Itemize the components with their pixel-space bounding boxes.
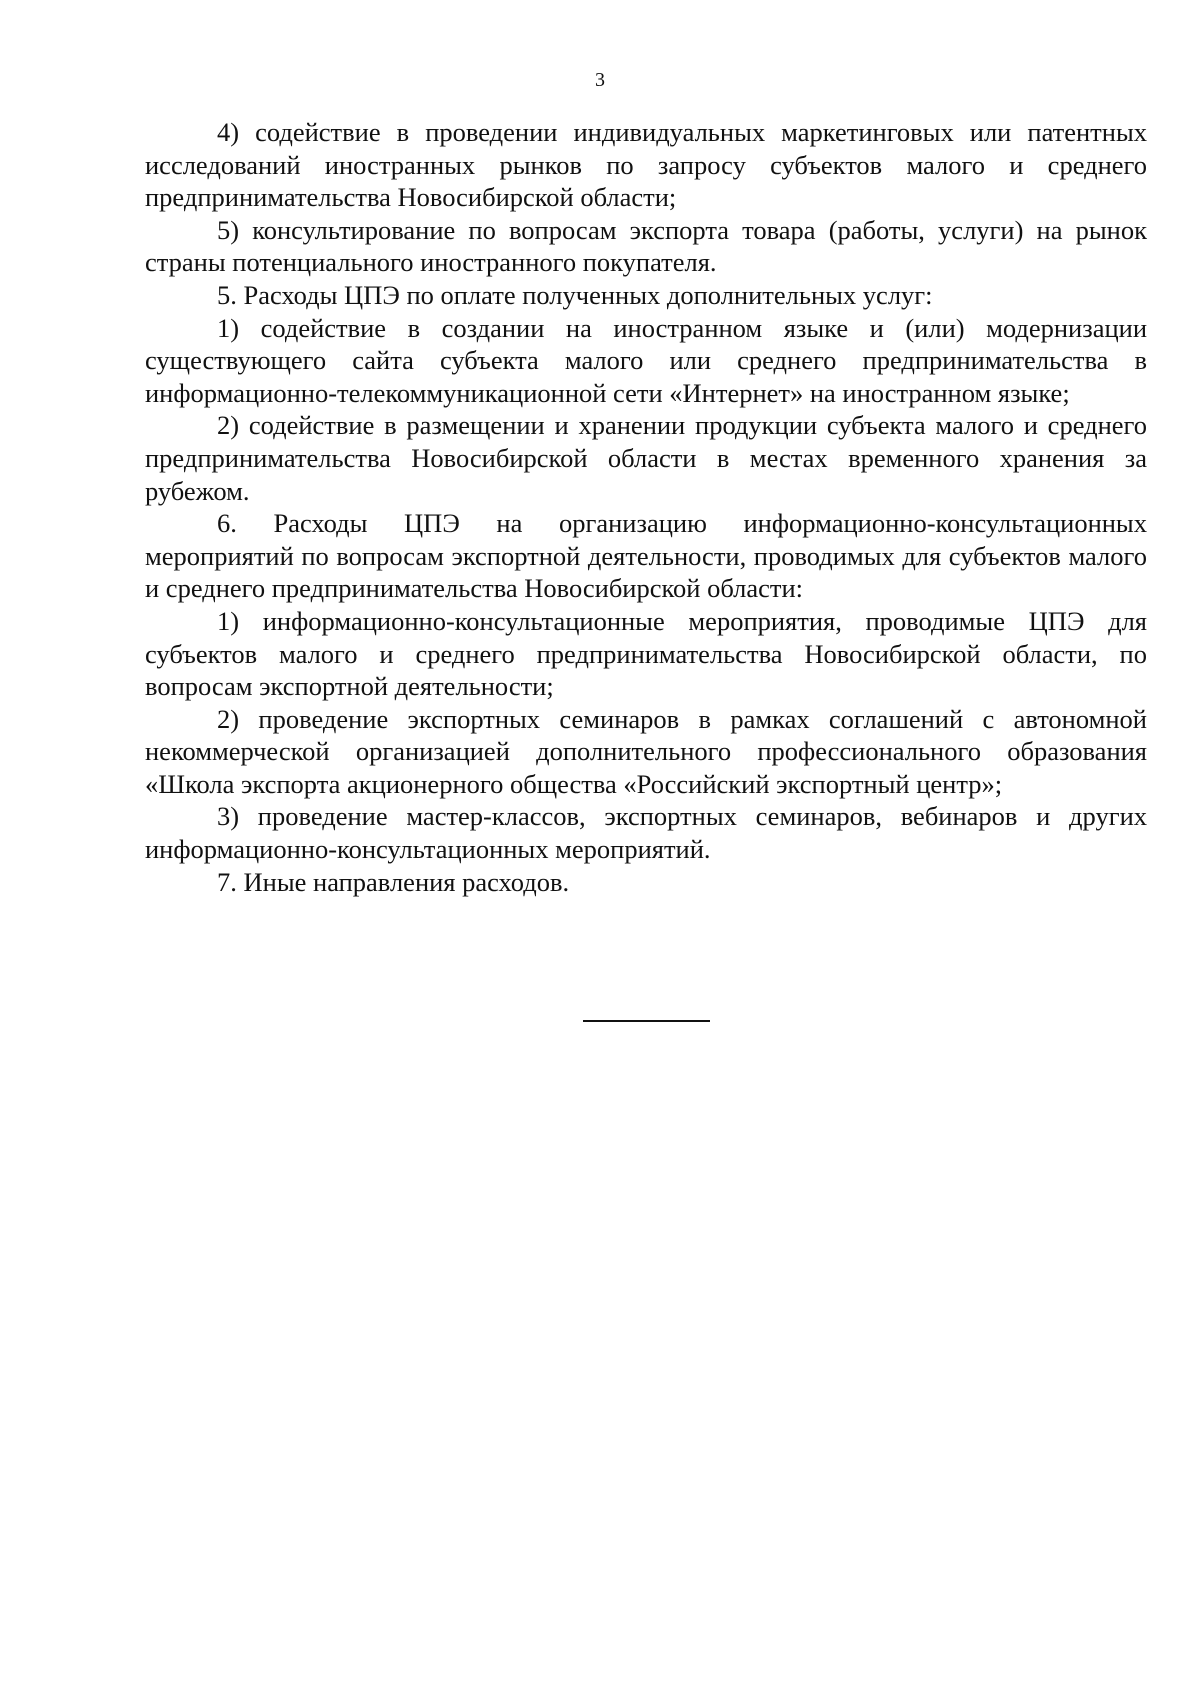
paragraph-item-1-website: 1) содействие в создании на иностранном языке и (или) модернизации существующего сайта субъекта малого или среднего предпринимательства в информационно-телекоммуникационной сети «Интернет» на иностранном языке;	[145, 312, 1147, 408]
paragraph-item-2-storage-abroad: 2) содействие в размещении и хранении продукции субъекта малого и среднего предпринимательства Новосибирской области в местах временного хранения за рубежом.	[145, 410, 1147, 506]
paragraph-section-7-other-expenses: 7. Иные направления расходов.	[217, 866, 570, 897]
paragraph-section-5-additional-services: 5. Расходы ЦПЭ по оплате полученных дополнительных услуг:	[217, 279, 933, 310]
paragraph-section-6-info-events: 6. Расходы ЦПЭ на организацию информационно-консультационных мероприятий по вопросам экспортной деятельности, проводимых для субъектов малого и среднего предпринимательства Новосибирской области:	[145, 508, 1147, 604]
paragraph-item-5-export-consulting: 5) консультирование по вопросам экспорта товара (работы, услуги) на рынок страны потенциального иностранного покупателя.	[145, 214, 1147, 278]
paragraph-item-4-market-research: 4) содействие в проведении индивидуальных маркетинговых или патентных исследований иностранных рынков по запросу субъектов малого и среднего предпринимательства Новосибирской области;	[145, 117, 1147, 213]
end-divider-line	[583, 1020, 710, 1022]
page-number: 3	[595, 69, 605, 91]
paragraph-item-2-export-seminars: 2) проведение экспортных семинаров в рамках соглашений с автономной некоммерческой организацией дополнительного профессионального образования «Школа экспорта акционерного общества «Российский экспортный центр»;	[145, 703, 1147, 799]
paragraph-item-1-consulting-events: 1) информационно-консультационные мероприятия, проводимые ЦПЭ для субъектов малого и среднего предпринимательства Новосибирской области, по вопросам экспортной деятельности;	[145, 605, 1147, 702]
paragraph-item-3-master-classes: 3) проведение мастер-классов, экспортных семинаров, вебинаров и других информационно-консультационных мероприятий.	[145, 801, 1147, 865]
document-body	[145, 116, 1147, 898]
